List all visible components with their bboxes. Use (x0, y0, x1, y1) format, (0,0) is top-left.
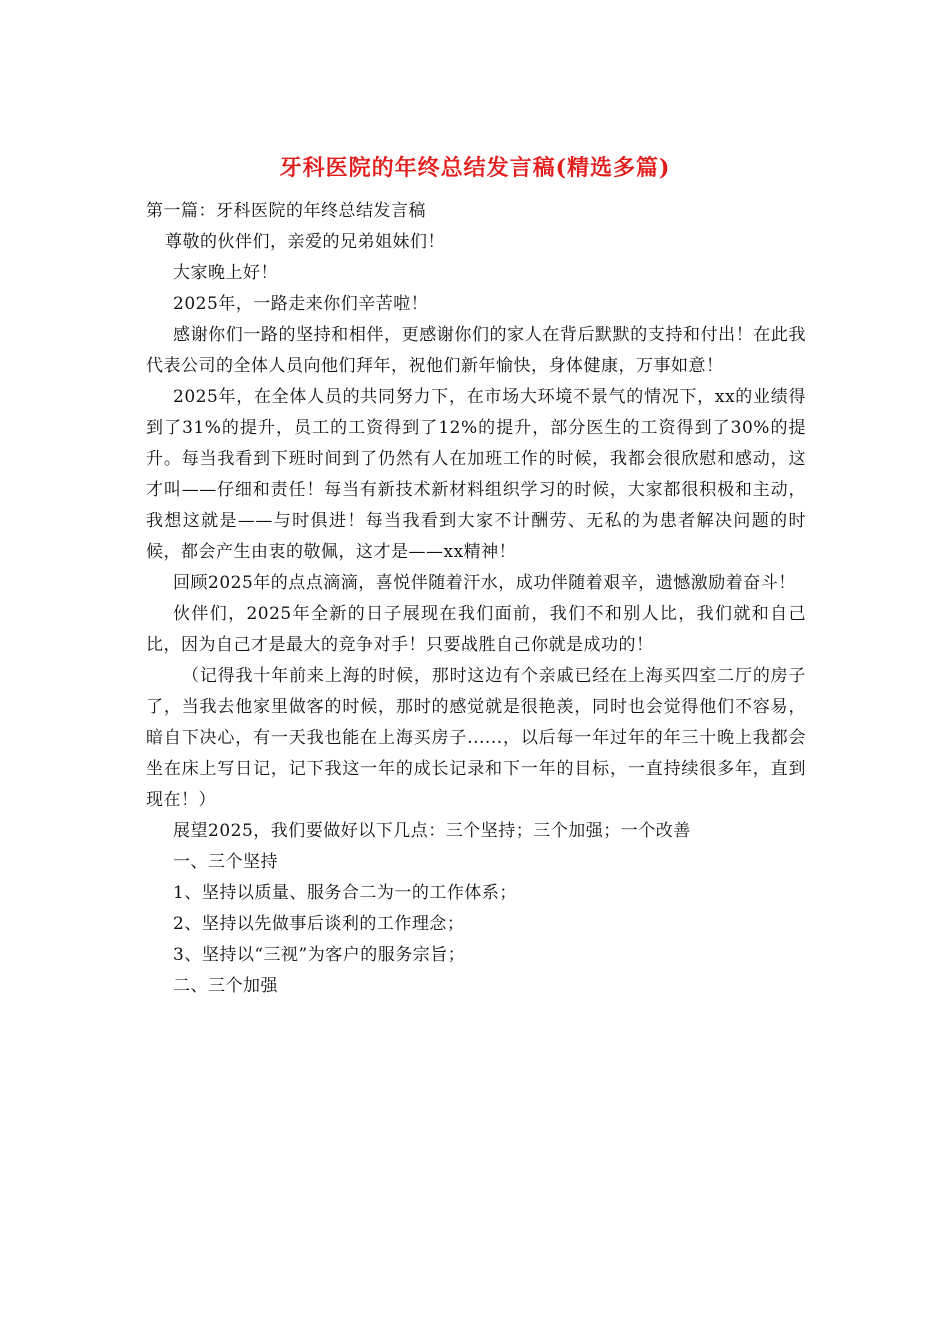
greeting: 大家晚上好！ (173, 263, 278, 283)
paragraph: 回顾2025年的点点滴滴，喜悦伴随着汗水，成功伴随着艰辛，遗憾激励着奋斗！ (173, 573, 796, 593)
list-heading: 一、三个坚持 (173, 852, 278, 872)
document-body (146, 196, 806, 1002)
section-heading: 第一篇：牙科医院的年终总结发言稿 (146, 201, 426, 221)
document-title: 牙科医院的年终总结发言稿(精选多篇) (279, 155, 671, 181)
paragraph: 伙伴们，2025年全新的日子展现在我们面前，我们不和别人比，我们就和自己比，因为自己才是最大的竞争对手！只要战胜自己你就是成功的！ (146, 604, 806, 655)
list-heading: 二、三个加强 (173, 976, 278, 996)
paragraph: 展望2025，我们要做好以下几点：三个坚持；三个加强；一个改善 (173, 821, 691, 841)
paragraph: 2025年，一路走来你们辛苦啦！ (173, 294, 429, 314)
list-item: 2、坚持以先做事后谈利的工作理念； (173, 914, 465, 934)
list-item: 1、坚持以质量、服务合二为一的工作体系； (173, 883, 517, 903)
paragraph: 2025年，在全体人员的共同努力下，在市场大环境不景气的情况下，xx的业绩得到了31%的提升，员工的工资得到了12%的提升，部分医生的工资得到了30%的提升。每当我看到下班时间到了仍然有人在加班工作的时候，我都会很欣慰和感动，这才叫——仔细和责任！每当有新技术新材料组织学习的时候，大家都很积极和主动，我想这就是——与时俱进！每当我看到大家不计酬劳、无私的为患者解决问题的时候，都会产生由衷的敬佩，这才是——xx精神！ (146, 387, 806, 562)
paragraph: （记得我十年前来上海的时候，那时这边有个亲戚已经在上海买四室二厅的房子了，当我去他家里做客的时候，那时的感觉就是很艳羡，同时也会觉得他们不容易，暗自下决心，有一天我也能在上海买房子......，以后每一年过年的年三十晚上我都会坐在床上写日记，记下我这一年的成长记录和下一年的目标，一直持续很多年，直到现在！） (146, 666, 806, 810)
paragraph: 感谢你们一路的坚持和相伴，更感谢你们的家人在背后默默的支持和付出！在此我代表公司的全体人员向他们拜年，祝他们新年愉快，身体健康，万事如意！ (146, 325, 806, 376)
salutation: 尊敬的伙伴们，亲爱的兄弟姐妹们！ (165, 232, 445, 252)
list-item: 3、坚持以“三视”为客户的服务宗旨； (173, 945, 466, 965)
